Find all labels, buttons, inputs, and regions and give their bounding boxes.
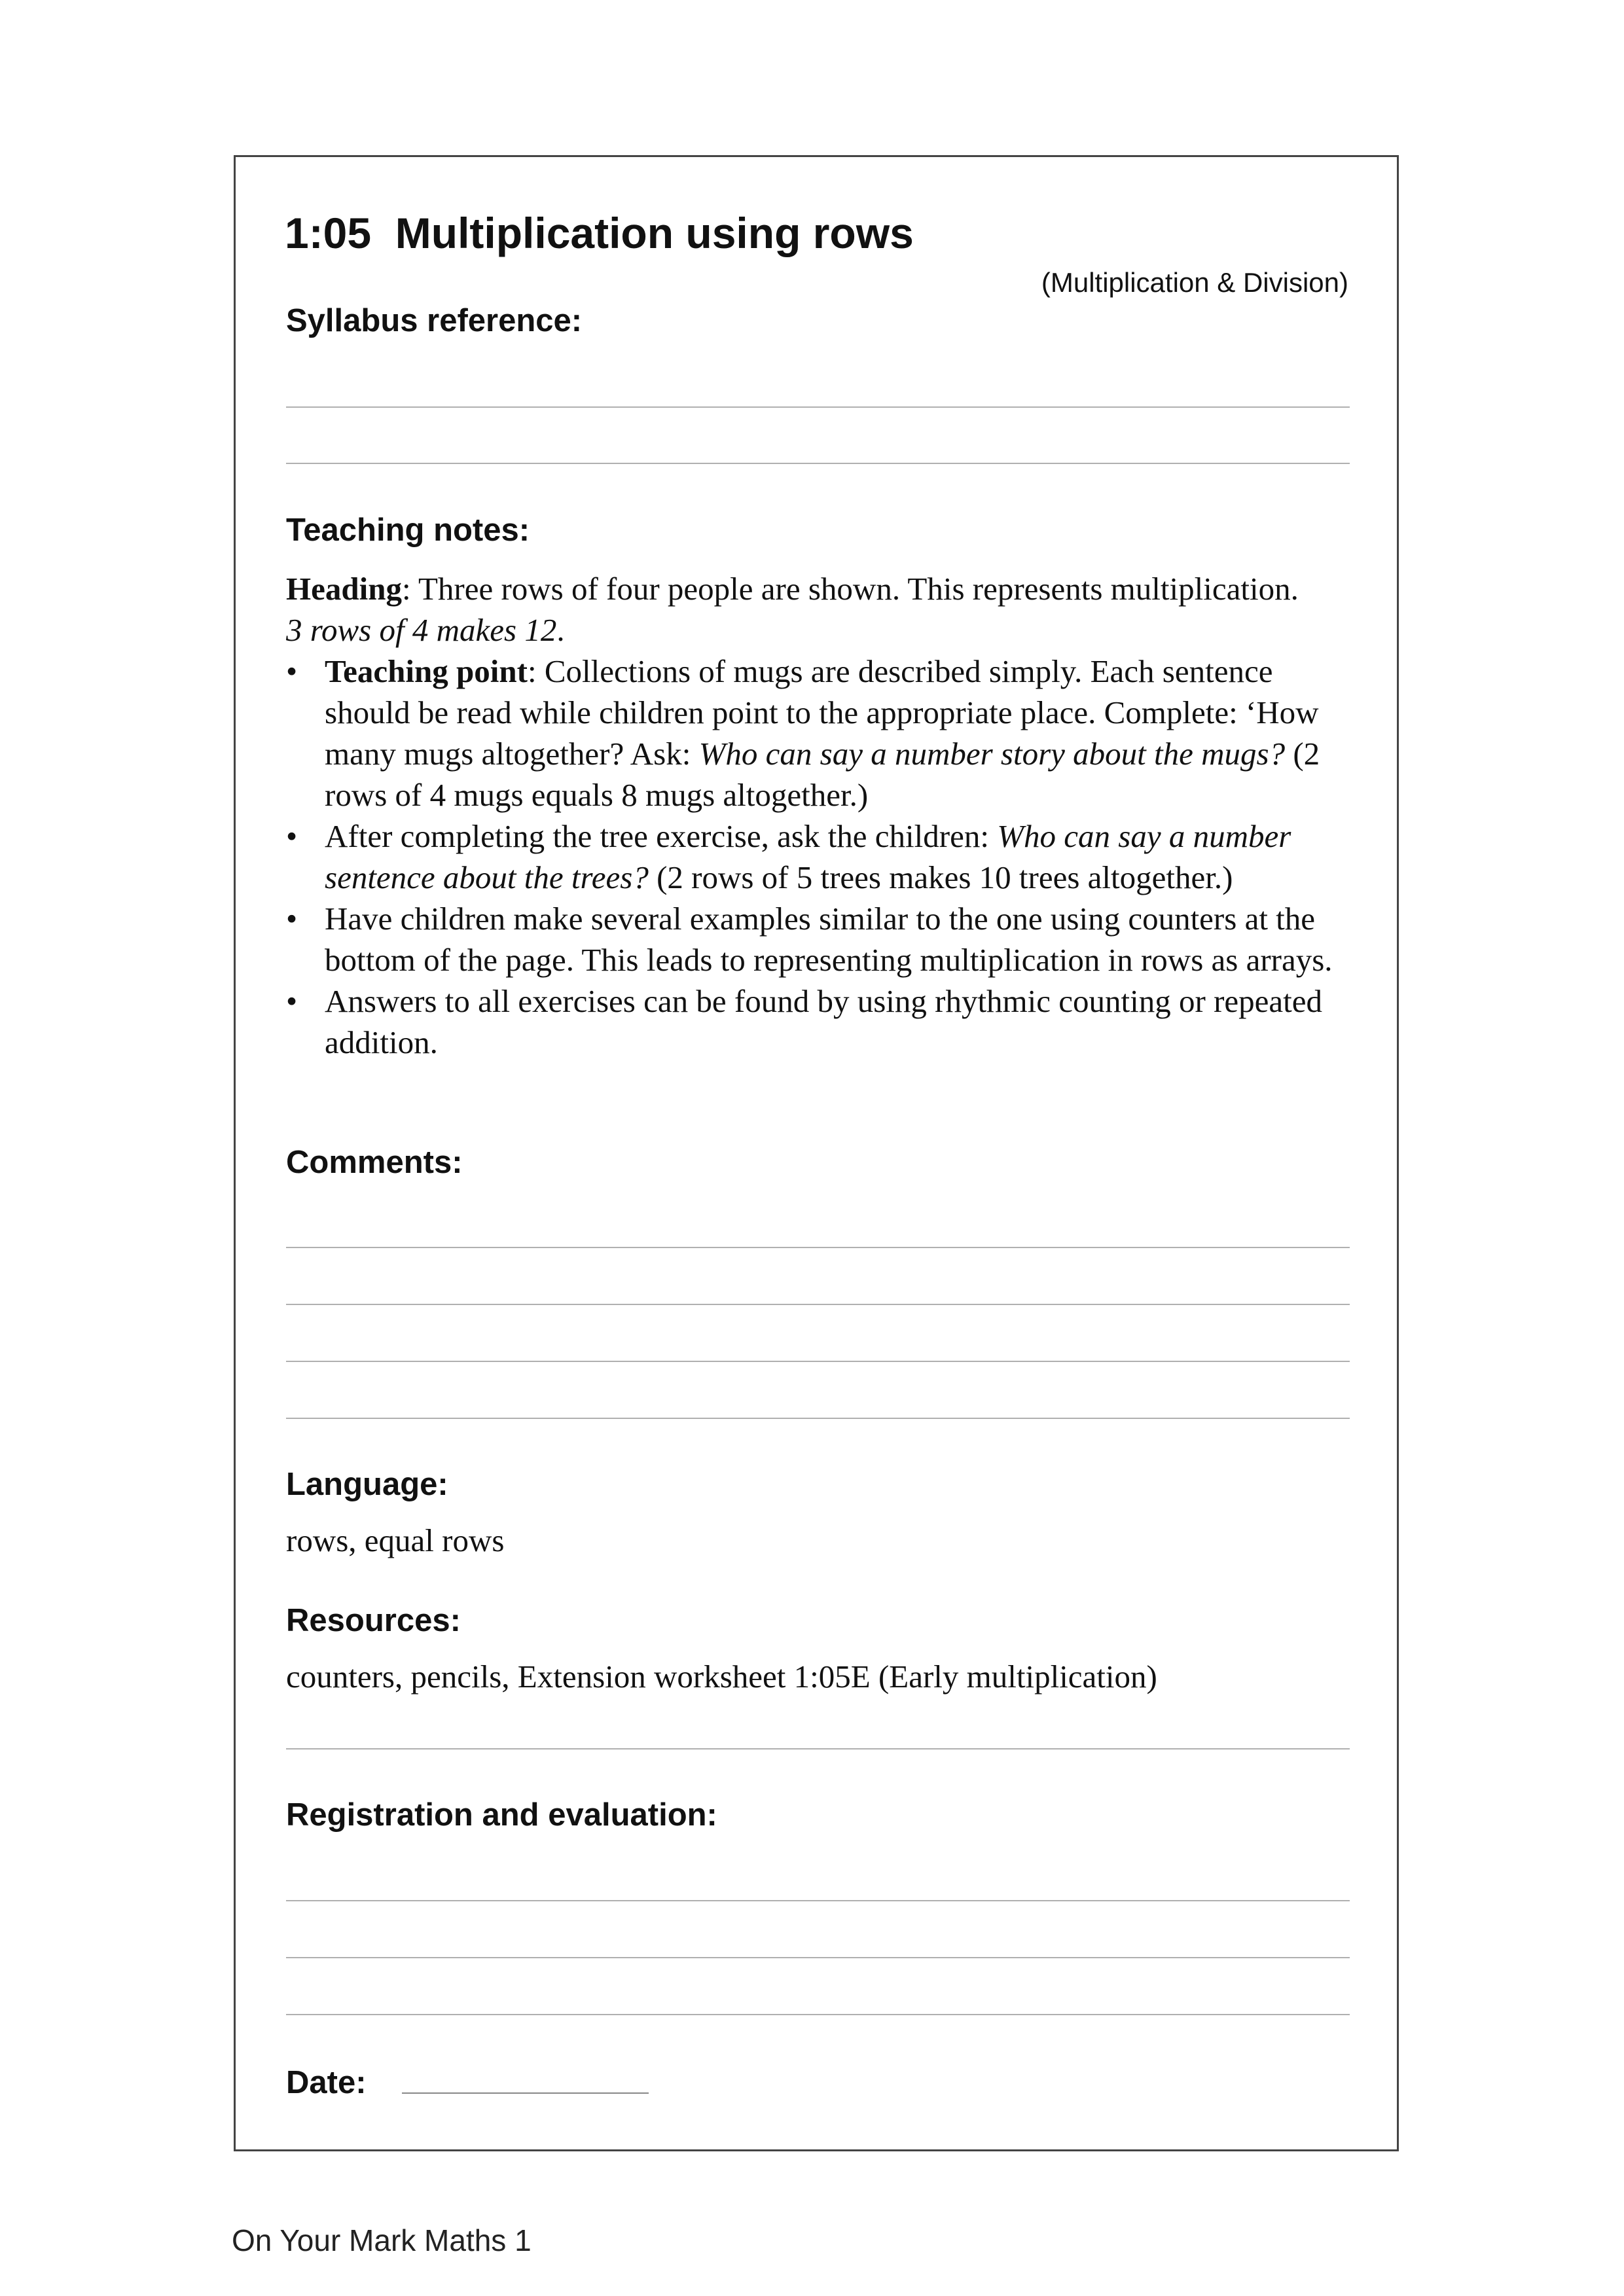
registration-line-3 bbox=[286, 2014, 1350, 2015]
teaching-notes-body bbox=[286, 568, 1360, 1063]
bullet-2-italic: Who can say a number sentence about the trees? bbox=[325, 818, 1291, 895]
page-title: 1:05 Multiplication using rows bbox=[285, 209, 914, 257]
list-item bbox=[286, 651, 1360, 816]
comments-line-1 bbox=[286, 1247, 1350, 1248]
registration-line-2 bbox=[286, 1957, 1350, 1958]
resources-line bbox=[286, 1748, 1350, 1749]
registration-heading: Registration and evaluation: bbox=[286, 1797, 717, 1833]
bullet-1-text: : Collections of mugs are described simply. Each sentence should be read while children point to the appropriate place. Complete: ‘How many mugs altogether? Ask: bbox=[325, 653, 1319, 772]
date-field-line bbox=[402, 2092, 649, 2094]
language-heading: Language: bbox=[286, 1467, 448, 1502]
comments-line-3 bbox=[286, 1361, 1350, 1362]
language-text: rows, equal rows bbox=[286, 1522, 505, 1558]
list-item bbox=[286, 980, 1360, 1063]
intro-italic: 3 rows of 4 makes 12 bbox=[286, 612, 557, 648]
bullet-4-text: Answers to all exercises can be found by using rhythmic counting or repeated addition. bbox=[325, 983, 1323, 1060]
comments-line-4 bbox=[286, 1418, 1350, 1419]
list-item bbox=[286, 816, 1360, 898]
resources-heading: Resources: bbox=[286, 1603, 461, 1638]
teaching-notes-heading: Teaching notes: bbox=[286, 512, 530, 548]
teaching-notes-list bbox=[286, 651, 1360, 1063]
bullet-icon: • bbox=[286, 983, 298, 1019]
bullet-3-text: Have children make several examples similar to the one using counters at the bottom of the page. This leads to representing multiplication in rows as arrays. bbox=[325, 901, 1333, 978]
list-item bbox=[286, 898, 1360, 980]
page-footer: On Your Mark Maths 1 bbox=[232, 2223, 532, 2257]
bullet-1-after: (2 rows of 4 mugs equals 8 mugs altogether.) bbox=[325, 736, 1320, 813]
teaching-notes-intro bbox=[286, 568, 1360, 651]
intro-end: . bbox=[556, 612, 565, 648]
syllabus-line-2 bbox=[286, 463, 1350, 464]
comments-line-2 bbox=[286, 1304, 1350, 1305]
bullet-2-text: After completing the tree exercise, ask the children: bbox=[325, 818, 998, 854]
bullet-1-italic: Who can say a number story about the mugs? bbox=[698, 736, 1286, 772]
intro-bold: Heading bbox=[286, 571, 402, 607]
resources-text: counters, pencils, Extension worksheet 1:05E (Early multiplication) bbox=[286, 1659, 1157, 1695]
registration-line-1 bbox=[286, 1900, 1350, 1901]
bullet-1-bold: Teaching point bbox=[325, 653, 528, 689]
bullet-icon: • bbox=[286, 901, 298, 937]
bullet-2-after: (2 rows of 5 trees makes 10 trees altogether.) bbox=[648, 859, 1233, 895]
intro-text: : Three rows of four people are shown. This represents multiplication. bbox=[401, 571, 1299, 607]
date-label: Date: bbox=[286, 2065, 367, 2100]
bullet-icon: • bbox=[286, 653, 298, 689]
syllabus-line-1 bbox=[286, 406, 1350, 408]
page-subtitle: (Multiplication & Division) bbox=[1041, 267, 1348, 298]
syllabus-heading: Syllabus reference: bbox=[286, 303, 583, 338]
bullet-icon: • bbox=[286, 818, 298, 854]
comments-heading: Comments: bbox=[286, 1145, 463, 1180]
